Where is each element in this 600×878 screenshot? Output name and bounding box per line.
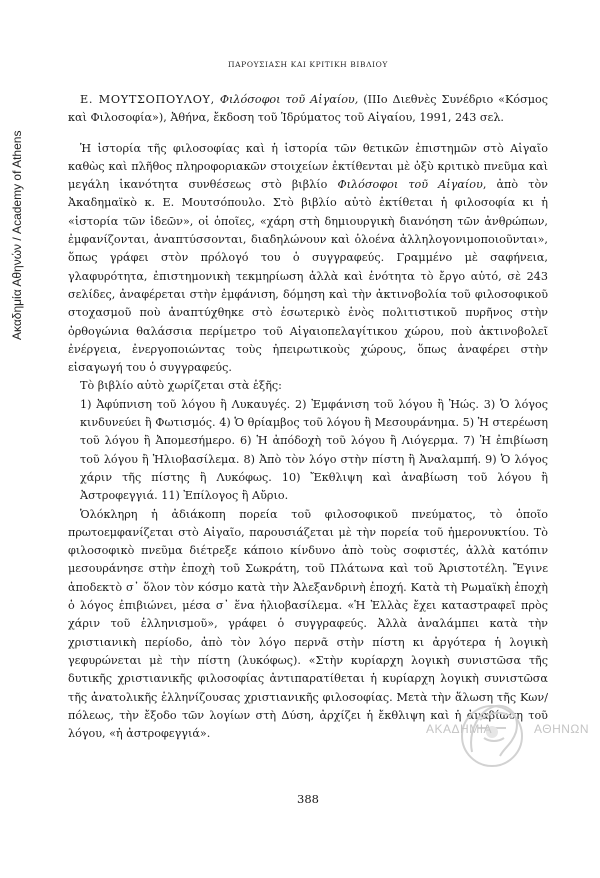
academy-seal-watermark	[408, 692, 590, 778]
seal-text-academy: ΑΚΑΔΗΜΙΑ	[426, 722, 493, 736]
paragraph-intro-part-b: , ἀπὸ τὸν Ἀκαδημαϊκὸ κ. Ε. Μουτσόπουλο. Στὸ βιβλίο αὐτὸ ἐκτίθεται ἡ φιλοσοφία κι ἡ «ἱστορία τῶν ἰδεῶν», οἱ ὁποῖες, «χάρη στὴ δημιουργικὴ διανόηση τῶν ἀνθρώπων, ἐμφανίζονται, ἀναπτύσσονται, διαδηλώνουν καὶ ὁλοένα ἀλληλογονιμοποιοῦνται», ὅπως γράφει στὸν πρόλογό του ὁ συγγραφεύς. Γραμμένο μὲ σαφήνεια, γλαφυρότητα, ἐπιστημονικὴ τεκμηρίωση ἀλλὰ καὶ ἑνότητα τὸ ἔργο αὐτό, σὲ 243 σελίδες, ἀναφέρεται στὴν ἐμφάνιση, δόμηση καὶ τὴν ἀκτινοβολία τοῦ φιλοσοφικοῦ στοχασμοῦ ποὺ ἀναπτύχθηκε στὸ ἐσωτερικὸ ἑνὸς πολιτιστικοῦ πυρῆνος στὴν ὀρθογώνια θαλάσσια περίμετρο τοῦ Αἰγαιοπελαγίτικου χώρου, ποὺ ἀκτινοβολεῖ ἐνέργεια, ἐνεργοποιώντας τοὺς ἠπειρωτικοὺς χώρους, ὅπως ἀναφέρει στὴν εἰσαγωγή του ὁ συγγραφεύς.	[68, 178, 548, 375]
running-head: ΠΑΡΟΥΣΙΑΣΗ ΚΑΙ ΚΡΙΤΙΚΗ ΒΙΒΛΙΟΥ	[228, 60, 388, 69]
paragraph-intro-book-title: Φιλόσοφοι τοῦ Αἰγαίου	[337, 178, 483, 192]
citation-details: (ΙΙΙο Διεθνὲς Συνέδριο «Κόσμος καὶ Φιλοσοφία»), Ἀθήνα, ἔκδοση τοῦ Ἱδρύματος τοῦ Αἰγαίου, 1991, 243 σελ.	[68, 93, 548, 125]
paragraph-contents-intro: Τὸ βιβλίο αὐτὸ χωρίζεται στὰ ἑξῆς:	[80, 379, 282, 393]
paragraph-intro-part-a: Ἡ ἱστορία τῆς φιλοσοφίας καὶ ἡ ἱστορία τῶν θετικῶν ἐπιστημῶν στὸ Αἰγαῖο καθὼς καὶ πλῆθος πληροφοριακῶν στοιχείων ἐκτίθενται μὲ ὀξὺ κριτικὸ πνεῦμα καὶ μεγάλη ἱκανότητα συνθέσεως στὸ βιβλίο	[68, 141, 548, 192]
citation-title: Φιλόσοφοι τοῦ Αἰγαίου,	[219, 93, 359, 106]
article-page	[68, 60, 548, 806]
book-citation	[68, 91, 548, 128]
seal-text-athens: ΑΘΗΝΩΝ	[534, 722, 590, 736]
page-number: 388	[297, 792, 319, 806]
paragraph-chapter-list: 1) Ἀφύπνιση τοῦ λόγου ἢ Λυκαυγές. 2) Ἐμφάνιση τοῦ λόγου ἢ Ἠώς. 3) Ὁ λόγος κινδυνεύει ἢ Φωτισμός. 4) Ὁ θρίαμβος τοῦ λόγου ἢ Μεσουράνημα. 5) Ἡ στερέωση τοῦ λόγου ἢ Ἀπομεσήμερο. 6) Ἡ ἀπόδοχὴ τοῦ λόγου ἢ Λιόγερμα. 7) Ἡ ἐπιβίωση τοῦ λόγου ἢ Ἡλιοβασίλεμα. 8) Ἀπὸ τὸν λόγο στὴν πίστη ἢ Ἀναλαμπή. 9) Ὁ λόγος χάριν τῆς πίστης ἢ Λυκόφως. 10) Ἔκθλιψη καὶ ἀναβίωση τοῦ λόγου ἢ Ἀστροφεγγιά. 11) Ἐπίλογος ἢ Αὔριο.	[80, 397, 548, 503]
review-body	[68, 140, 548, 744]
paragraph-intro	[68, 140, 548, 378]
paragraph-summary: Ὁλόκληρη ἡ ἀδιάκοπη πορεία τοῦ φιλοσοφικοῦ πνεύματος, τὸ ὁποῖο πρωτοεμφανίζεται στὸ Αἰγαῖο, παρουσιάζεται μὲ τὴν πορεία τοῦ ἡμερονυκτίου. Τὸ φιλοσοφικὸ πνεῦμα διέτρεξε κάποιο κίνδυνο ἀπὸ τοὺς σοφιστές, ἀλλὰ κατόπιν μεσουράνησε στὴν ἐποχὴ τοῦ Σωκράτη, τοῦ Πλάτωνα καὶ τοῦ Ἀριστοτέλη. Ἔγινε ἀποδεκτὸ σ᾽ ὅλον τὸν κόσμο κατὰ τὴν Ἀλεξανδρινὴ ἐποχή. Κατὰ τὴ Ρωμαϊκὴ ἐποχὴ ὁ λόγος ἐπιβιώνει, μέσα σ᾽ ἕνα ἡλιοβασίλεμα. «Ἡ Ἑλλὰς ἔχει καταστραφεῖ πρὸς χάριν τοῦ ἑλληνισμοῦ», γράφει ὁ συγγραφεύς. Ἀλλὰ ἀναλάμπει κατὰ τὴν χριστιανικὴ περίοδο, ἀπὸ τὸν λόγο περνᾶ στὴν πίστη κι ἀργότερα ἡ λογικὴ γεφυρώνεται μὲ τὴν πίστη (λυκόφως). «Στὴν κυρίαρχη λογικὴ συνιστῶσα τῆς δυτικῆς χριστιανικῆς φιλοσοφίας ἀντιπαρατίθεται ἡ κυρίαρχη λογικὴ συνιστῶσα τῆς ἀνατολικῆς ἑλληνίζουσας χριστιανικῆς φιλοσοφίας. Μετὰ τὴν ἅλωση τῆς Κων/πόλεως, τὴν ἔξοδο τῶν λογίων στὴ Δύση, ἀρχίζει ἡ ἔκθλιψη καὶ ἡ ἀναβίωση τοῦ λόγου, «ἡ ἀστροφεγγιά».	[68, 507, 548, 741]
archive-watermark: Ακαδημία Αθηνών / Academy of Athens	[10, 130, 24, 340]
citation-author: Ε. ΜΟΥΤΣΟΠΟΥΛΟΥ,	[80, 93, 215, 106]
